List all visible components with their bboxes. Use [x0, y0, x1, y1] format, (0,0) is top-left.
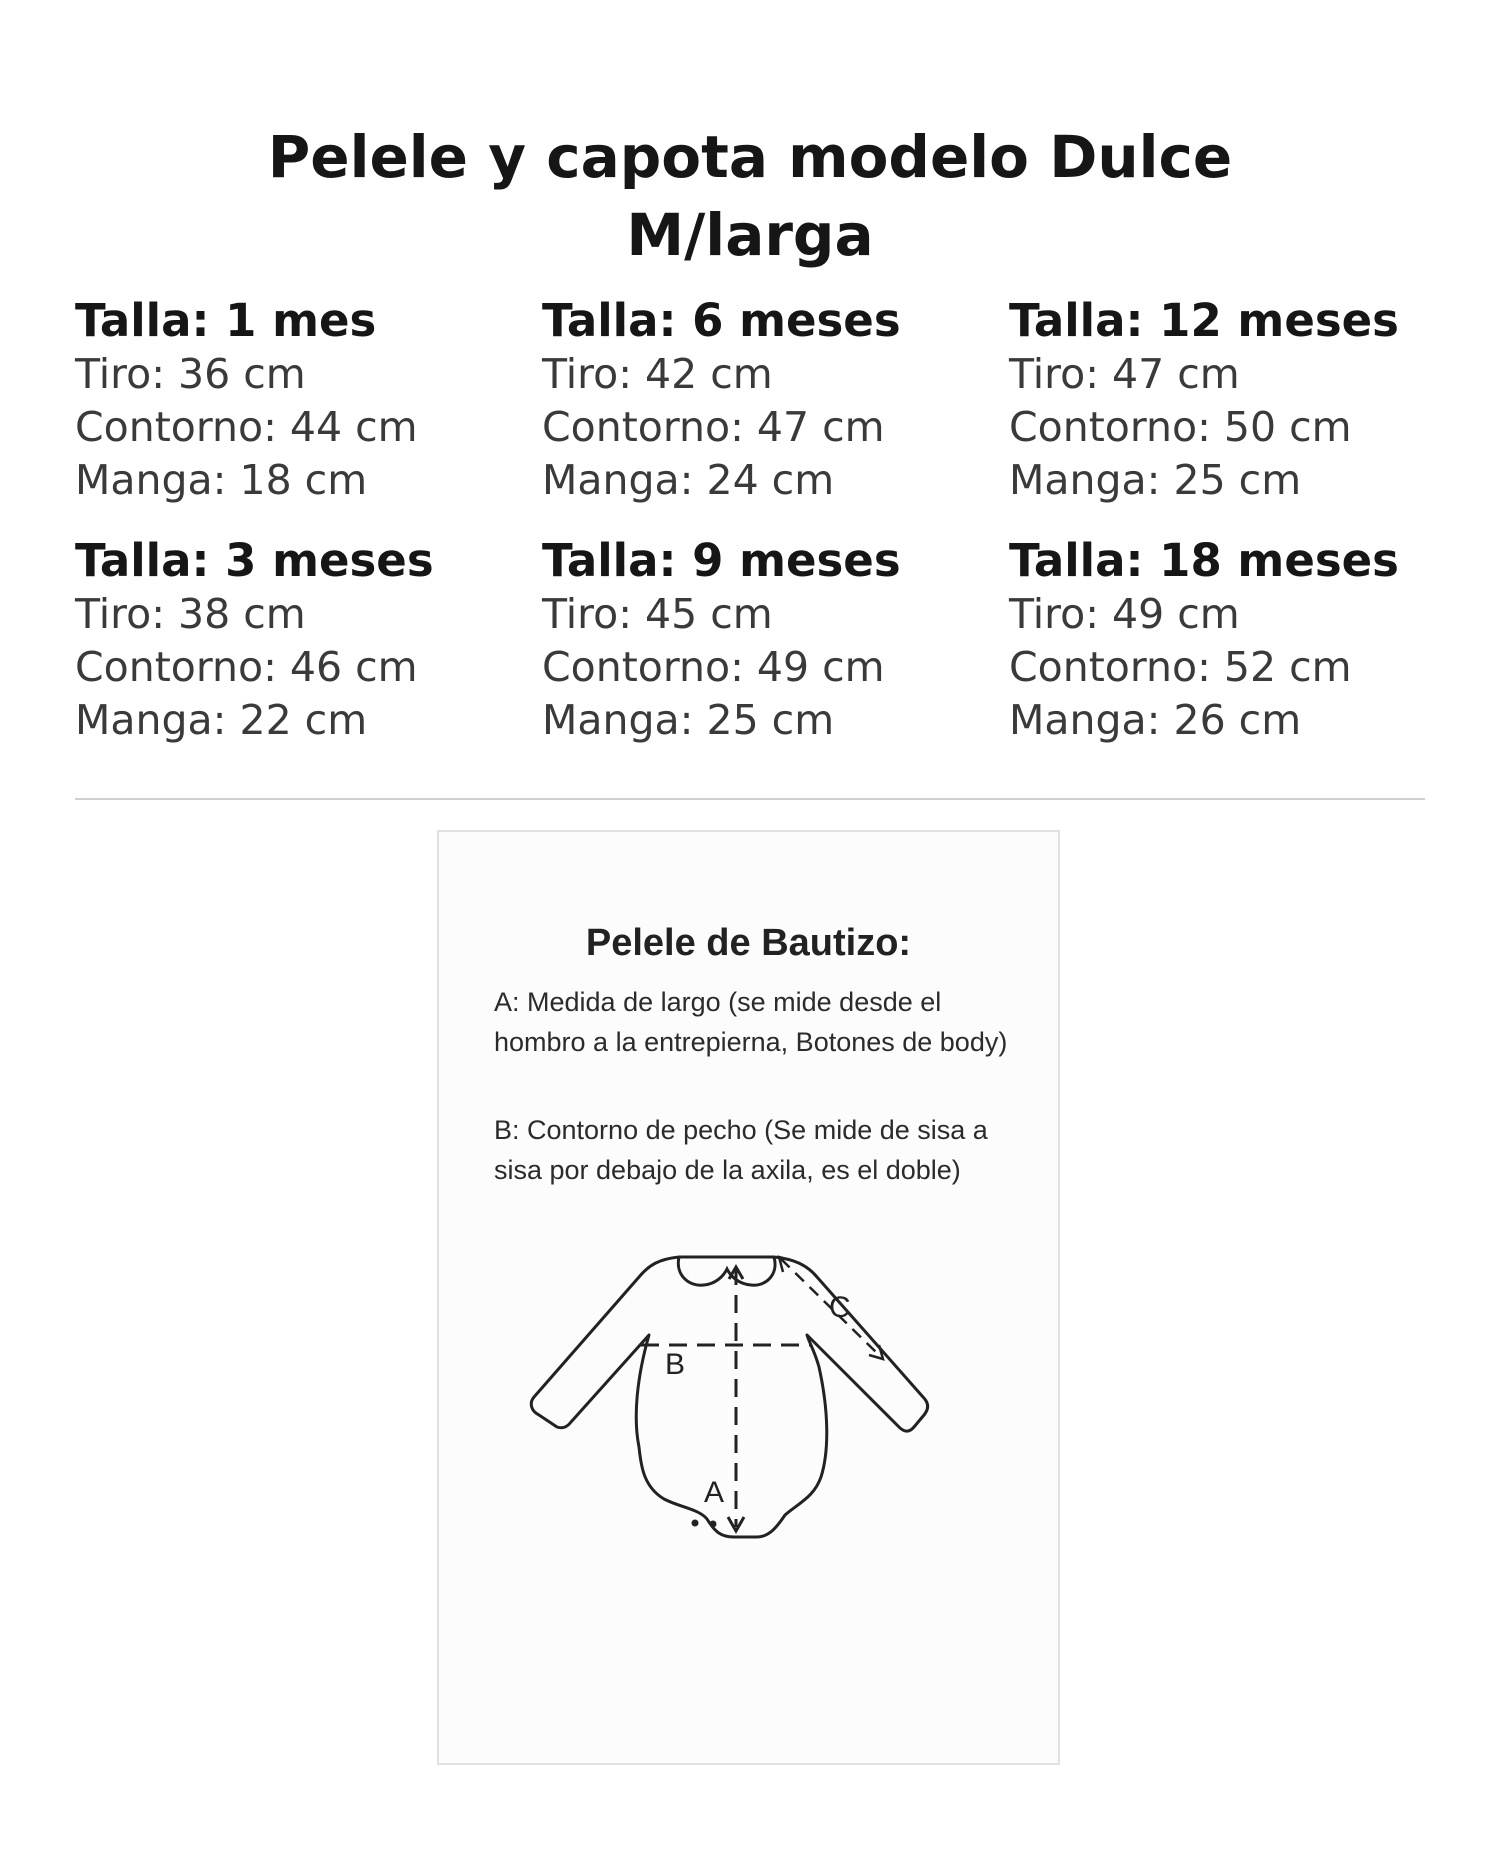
size-heading: Talla: 12 meses [1009, 294, 1399, 347]
page-title-line-1: Pelele y capota modelo Dulce [267, 123, 1233, 191]
tiro-value: Tiro: 45 cm [542, 590, 773, 638]
label-b: B [665, 1348, 686, 1381]
size-heading: Talla: 9 meses [542, 534, 901, 587]
guide-text-a: A: Medida de largo (se mide desde el hombro a la entrepierna, Botones de body) [494, 987, 1008, 1057]
manga-value: Manga: 22 cm [75, 696, 368, 744]
button-dot [710, 1521, 717, 1528]
label-a: A [704, 1476, 725, 1509]
size-block-9-meses [542, 534, 1002, 747]
tiro-value: Tiro: 38 cm [75, 590, 306, 638]
page-title [0, 118, 1500, 274]
contorno-value: Contorno: 46 cm [75, 643, 418, 691]
page-title-line-2: M/larga [626, 201, 874, 269]
collar-outline [678, 1257, 775, 1285]
guide-title: Pelele de Bautizo: [585, 922, 912, 964]
contorno-value: Contorno: 47 cm [542, 403, 885, 451]
size-block-6-meses [542, 294, 1002, 507]
size-heading: Talla: 18 meses [1009, 534, 1399, 587]
size-block-12-meses [1009, 294, 1469, 507]
manga-value: Manga: 26 cm [1009, 696, 1302, 744]
guide-text-b: B: Contorno de pecho (Se mide de sisa a sisa por debajo de la axila, es el doble) [494, 1115, 988, 1185]
size-heading: Talla: 6 meses [542, 294, 901, 347]
measurement-guide-card [437, 830, 1060, 1765]
size-heading: Talla: 3 meses [75, 534, 434, 587]
section-divider [75, 798, 1425, 800]
contorno-value: Contorno: 52 cm [1009, 643, 1352, 691]
tiro-value: Tiro: 49 cm [1009, 590, 1240, 638]
size-block-3-meses [75, 534, 535, 747]
tiro-value: Tiro: 42 cm [542, 350, 773, 398]
size-heading: Talla: 1 mes [75, 294, 377, 347]
tiro-value: Tiro: 47 cm [1009, 350, 1240, 398]
manga-value: Manga: 25 cm [542, 696, 835, 744]
contorno-value: Contorno: 49 cm [542, 643, 885, 691]
manga-value: Manga: 25 cm [1009, 456, 1302, 504]
label-c: C [829, 1291, 851, 1324]
button-dot [692, 1520, 699, 1527]
manga-value: Manga: 24 cm [542, 456, 835, 504]
contorno-value: Contorno: 50 cm [1009, 403, 1352, 451]
size-block-1-mes [75, 294, 535, 507]
contorno-value: Contorno: 44 cm [75, 403, 418, 451]
bodysuit-outline [531, 1257, 927, 1537]
size-block-18-meses [1009, 534, 1469, 747]
manga-value: Manga: 18 cm [75, 456, 368, 504]
bodysuit-diagram-icon [529, 1247, 959, 1547]
tiro-value: Tiro: 36 cm [75, 350, 306, 398]
